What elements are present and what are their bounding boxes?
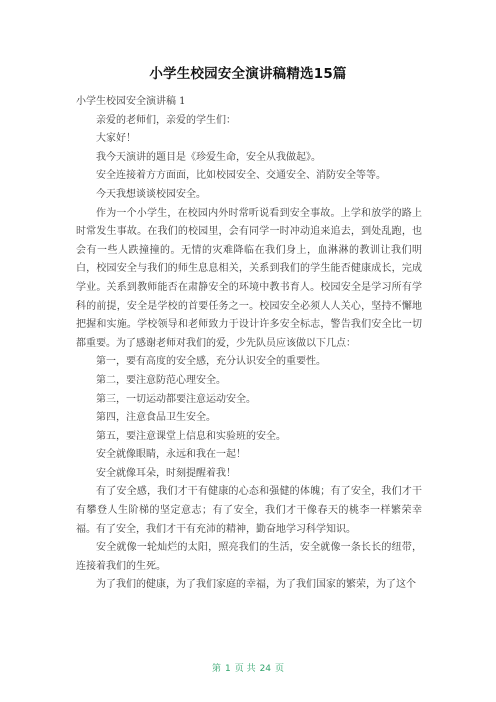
page-total: 24 xyxy=(259,664,272,674)
paragraph: 第一，要有高度的安全感，充分认识安全的重要性。 xyxy=(96,356,326,368)
paragraph: 第二，要注意防范心理安全。 xyxy=(96,374,226,386)
paragraph: 第五，要注意课堂上信息和实验班的安全。 xyxy=(96,430,286,442)
paragraph: 安全就像眼睛，永远和我在一起！ xyxy=(96,449,246,461)
paragraph: 安全就像一轮灿烂的太阳，照亮我们的生活，安全就像一条长长的纽带，连接着我们的生死。 xyxy=(76,542,422,572)
paragraph: 大家好！ xyxy=(96,133,136,145)
page-prefix: 第 xyxy=(211,664,221,674)
paragraph: 安全连接着方方面面，比如校园安全、交通安全、消防安全等等。 xyxy=(96,170,386,182)
page-number: 1 xyxy=(224,664,231,674)
section-heading: 小学生校园安全演讲稿 1 xyxy=(76,96,186,107)
document-title: 小学生校园安全演讲稿精选15篇 xyxy=(149,66,347,82)
page-mid: 页 共 xyxy=(234,664,256,674)
page-footer xyxy=(0,661,496,674)
paragraph: 今天我想谈谈校园安全。 xyxy=(96,188,206,200)
paragraph: 作为一个小学生，在校园内外时常听说看到安全事故。上学和放学的路上时常发生事故。在我们的校园里，会有同学一时冲动追来追去，到处乱跑，也会有一些人跌撞撞的。无情的灾难降临在我们身上，血淋淋的教训让我们明白，校园安全与我们的师生息息相关，关系到我们的学生能否健康成长，完成学业。关系到教师能否在肃静安全的环境中教书育人。校园安全是学习所有学科的前提，安全是学校的首要任务之一。校园安全必须人人关心，坚持不懈地把握和实施。学校领导和老师致力于设计许多安全标志，警告我们安全比一切都重要。为了感谢老师对我们的爱，少先队员应该做以下几点： xyxy=(76,207,422,349)
paragraph: 我今天演讲的题目是《珍爱生命，安全从我做起》。 xyxy=(96,151,321,163)
paragraph: 安全就像耳朵，时刻提醒着我！ xyxy=(96,467,236,479)
document-body xyxy=(76,93,422,595)
page-suffix: 页 xyxy=(275,664,285,674)
paragraph: 第三，一切运动都要注意运动安全。 xyxy=(96,393,256,405)
paragraph: 有了安全感，我们才干有健康的心态和强健的体魄；有了安全，我们才干有攀登人生阶梯的坚定意志；有了安全，我们才干像春天的桃李一样繁荣幸福。有了安全，我们才干有充沛的精神，勤奋地学习科学知识。 xyxy=(76,486,422,535)
paragraph: 第四，注意食品卫生安全。 xyxy=(96,412,216,424)
paragraph: 为了我们的健康，为了我们家庭的幸福，为了我们国家的繁荣，为了这个 xyxy=(96,579,416,591)
paragraph: 亲爱的老师们，亲爱的学生们： xyxy=(96,114,236,126)
